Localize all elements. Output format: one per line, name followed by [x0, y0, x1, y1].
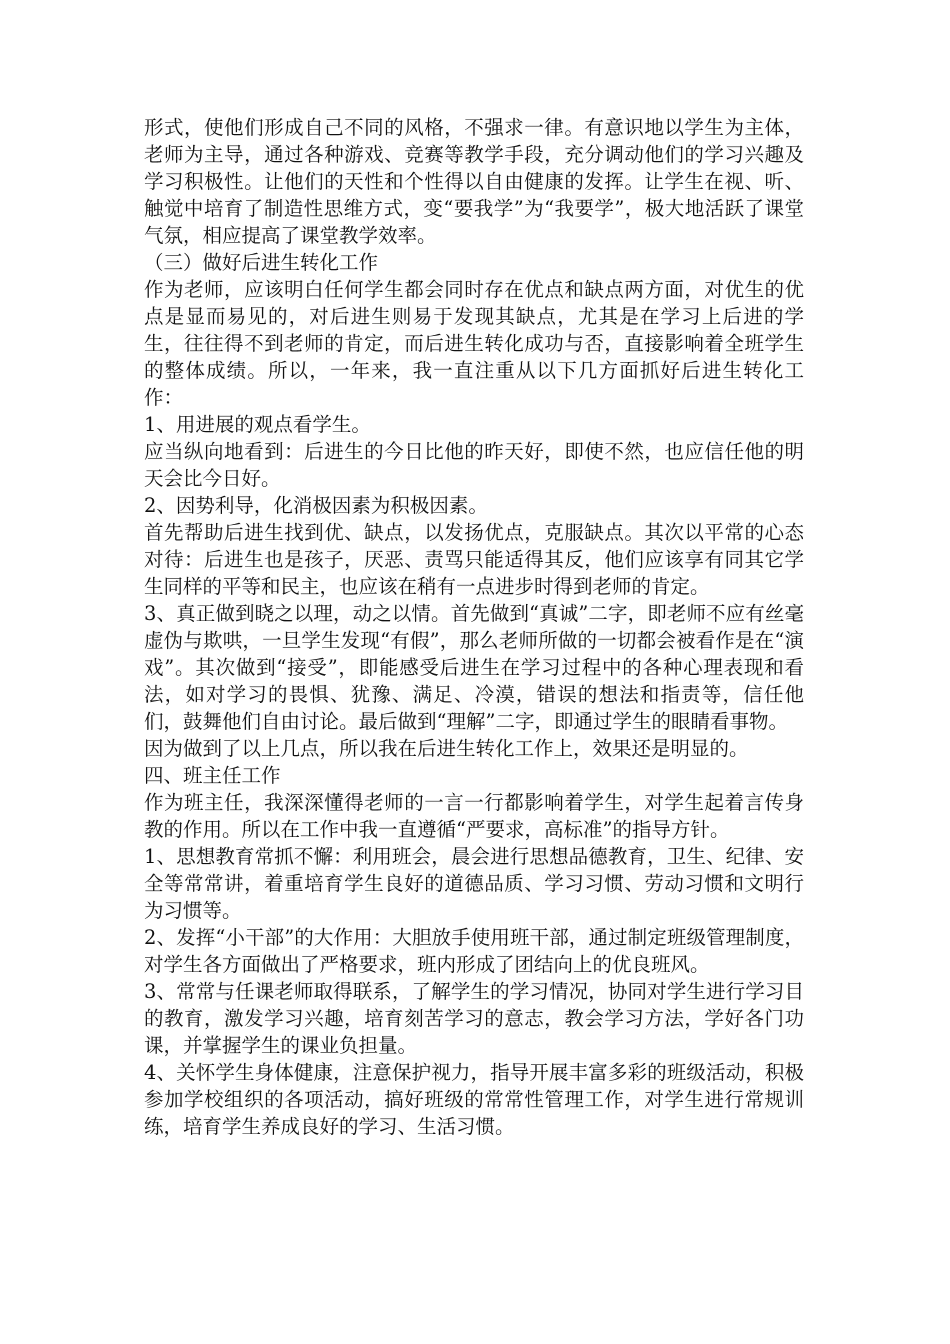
section-heading-class-teacher: 四、班主任工作 — [144, 764, 281, 787]
list-item-heading-1: 1、用进展的观点看学生。 — [144, 413, 371, 436]
list-item-heading-2: 2、因势利导，化消极因素为积极因素。 — [144, 494, 488, 517]
paragraph-item-3: 3、真正做到晓之以理，动之以情。首先做到“真诚”二字，即老师不应有丝毫虚伪与欺哄，一旦学生发现“有假”，那么老师所做的一切都会被看作是在“演戏”。其次做到“接受”，即能感受后进生在学习过程中的各种心理表现和看法，如对学习的畏惧、犹豫、满足、冷漠，错误的想法和指责等，信任他们，鼓舞他们自由讨论。最后做到“理解”二字，即通过学生的眼睛看事物。 — [144, 602, 804, 733]
paragraph-class-item-2: 2、发挥“小干部”的大作用：大胆放手使用班干部，通过制定班级管理制度，对学生各方面做出了严格要求，班内形成了团结向上的优良班风。 — [144, 926, 804, 976]
paragraph-item-1: 应当纵向地看到：后进生的今日比他的昨天好，即使不然，也应信任他的明天会比今日好。 — [144, 440, 804, 490]
paragraph-class-teacher-intro: 作为班主任，我深深懂得老师的一言一行都影响着学生，对学生起着言传身教的作用。所以在工作中我一直遵循“严要求，高标准”的指导方针。 — [144, 791, 804, 841]
paragraph-class-item-1: 1、思想教育常抓不懈：利用班会，晨会进行思想品德教育，卫生、纪律、安全等常常讲，着重培育学生良好的道德品质、学习习惯、劳动习惯和文明行为习惯等。 — [144, 845, 804, 922]
document-page — [144, 114, 804, 1140]
paragraph-item-2: 首先帮助后进生找到优、缺点，以发扬优点，克服缺点。其次以平常的心态对待：后进生也是孩子，厌恶、责骂只能适得其反，他们应该享有同其它学生同样的平等和民主，也应该在稍有一点进步时得到老师的肯定。 — [144, 521, 804, 598]
paragraph-effect: 因为做到了以上几点，所以我在后进生转化工作上，效果还是明显的。 — [144, 737, 749, 760]
paragraph-teaching-method: 形式，使他们形成自己不同的风格，不强求一律。有意识地以学生为主体，老师为主导，通过各种游戏、竞赛等教学手段，充分调动他们的学习兴趣及学习积极性。让他们的天性和个性得以自由健康的发挥。让学生在视、听、触觉中培育了制造性思维方式，变“要我学”为“我要学”，极大地活跃了课堂气氛，相应提高了课堂教学效率。 — [144, 116, 804, 247]
paragraph-class-item-4: 4、关怀学生身体健康，注意保护视力，指导开展丰富多彩的班级活动，积极参加学校组织的各项活动，搞好班级的常常性管理工作，对学生进行常规训练，培育学生养成良好的学习、生活习惯。 — [144, 1061, 804, 1138]
paragraph-class-item-3: 3、常常与任课老师取得联系，了解学生的学习情况，协同对学生进行学习目的教育，激发学习兴趣，培育刻苦学习的意志，教会学习方法，学好各门功课，并掌握学生的课业负担量。 — [144, 980, 804, 1057]
paragraph-underachiever-intro: 作为老师，应该明白任何学生都会同时存在优点和缺点两方面，对优生的优点是显而易见的，对后进生则易于发现其缺点，尤其是在学习上后进的学生，往往得不到老师的肯定，而后进生转化成功与否，直接影响着全班学生的整体成绩。所以，一年来，我一直注重从以下几方面抓好后进生转化工作： — [144, 278, 804, 409]
section-heading-underachiever: （三）做好后进生转化工作 — [144, 251, 379, 274]
